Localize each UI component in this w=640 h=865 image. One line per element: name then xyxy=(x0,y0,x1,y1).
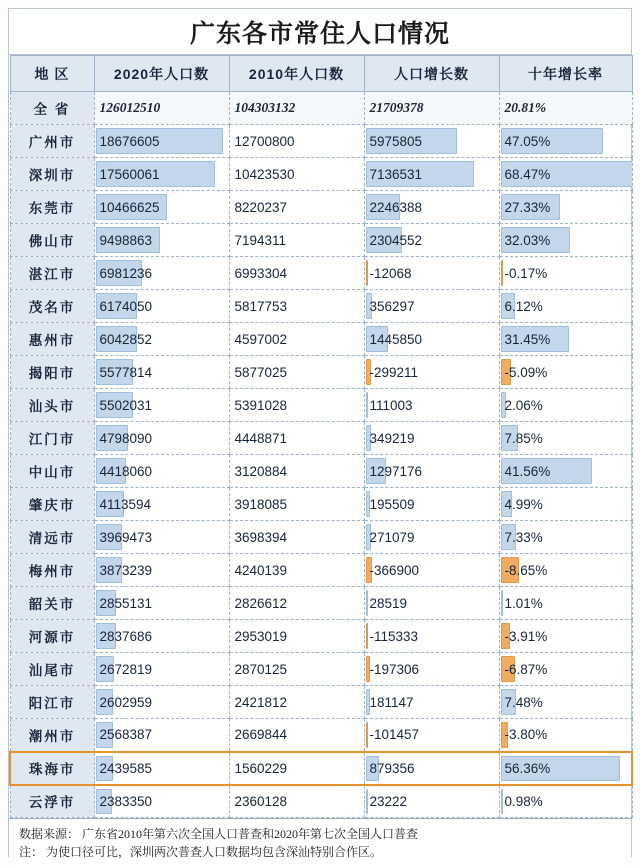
cell-pop2010 xyxy=(229,587,364,620)
cell-pop2020 xyxy=(94,422,229,455)
cell-region xyxy=(10,488,94,521)
column-header-pop2020: 2020年人口数 xyxy=(94,56,229,92)
table-row xyxy=(10,422,632,455)
population-table xyxy=(9,55,633,818)
cell-pop2020 xyxy=(94,785,229,818)
cell-value: 7.48% xyxy=(504,694,543,710)
cell-value: 2383350 xyxy=(99,793,153,809)
cell-pop2010 xyxy=(229,455,364,488)
cell-value: -6.87% xyxy=(504,661,548,677)
data-bar xyxy=(366,392,369,418)
cell-rate xyxy=(499,92,632,125)
cell-region xyxy=(10,719,94,752)
cell-value: 4448871 xyxy=(234,430,288,446)
cell-value: 68.47% xyxy=(504,166,551,182)
table-frame xyxy=(8,8,632,857)
table-row xyxy=(10,191,632,224)
table-row xyxy=(10,290,632,323)
cell-pop2020 xyxy=(94,158,229,191)
cell-value: 181147 xyxy=(369,694,414,710)
cell-growth xyxy=(364,653,499,686)
cell-rate xyxy=(499,290,632,323)
cell-value: 2439585 xyxy=(99,760,153,776)
cell-value: 梅州市 xyxy=(28,564,76,579)
cell-rate xyxy=(499,488,632,521)
cell-pop2020 xyxy=(94,257,229,290)
cell-value: -8.65% xyxy=(504,562,548,578)
table-row xyxy=(10,653,632,686)
cell-value: 潮州市 xyxy=(28,728,76,744)
cell-growth xyxy=(364,488,499,521)
cell-value: 7194311 xyxy=(234,232,287,248)
cell-value: 18676605 xyxy=(99,133,160,149)
cell-value: 31.45% xyxy=(504,331,551,347)
data-bar xyxy=(501,260,504,286)
cell-value: 阳江市 xyxy=(28,696,76,711)
cell-value: 全 省 xyxy=(33,102,71,117)
cell-value: -3.80% xyxy=(504,727,548,743)
cell-pop2010 xyxy=(229,554,364,587)
title-bar xyxy=(9,9,631,55)
table-row xyxy=(10,92,632,125)
cell-rate xyxy=(499,356,632,389)
cell-value: 肇庆市 xyxy=(28,498,76,513)
cell-region xyxy=(10,752,94,785)
cell-growth xyxy=(364,92,499,125)
cell-value: 云浮市 xyxy=(28,795,76,811)
cell-value: -115333 xyxy=(369,628,419,644)
cell-region xyxy=(10,455,94,488)
column-header-rate: 十年增长率 xyxy=(499,56,632,92)
cell-growth xyxy=(364,587,499,620)
cell-value: 2.06% xyxy=(504,397,543,413)
cell-value: 7.85% xyxy=(504,430,543,446)
table-row xyxy=(10,356,632,389)
cell-value: 271079 xyxy=(369,529,415,545)
cell-value: -3.91% xyxy=(504,628,548,644)
cell-value: 5877025 xyxy=(234,364,288,380)
cell-region xyxy=(10,257,94,290)
table-row xyxy=(10,521,632,554)
cell-region xyxy=(10,521,94,554)
table-header-row xyxy=(10,56,632,92)
data-bar xyxy=(366,260,369,286)
cell-region xyxy=(10,686,94,719)
cell-pop2010 xyxy=(229,158,364,191)
cell-value: 3698394 xyxy=(234,529,288,545)
cell-pop2020 xyxy=(94,686,229,719)
cell-value: 2602959 xyxy=(99,694,153,710)
data-bar xyxy=(501,789,504,815)
cell-value: 江门市 xyxy=(28,432,76,447)
column-header-growth: 人口增长数 xyxy=(364,56,499,92)
cell-value: 东莞市 xyxy=(28,201,76,216)
cell-growth xyxy=(364,455,499,488)
cell-pop2010 xyxy=(229,224,364,257)
cell-region xyxy=(10,290,94,323)
cell-value: 1445850 xyxy=(369,331,423,347)
cell-value: 4.99% xyxy=(504,496,543,512)
cell-value: 879356 xyxy=(369,760,415,776)
cell-region xyxy=(10,620,94,653)
cell-value: -299211 xyxy=(369,364,419,380)
table-row xyxy=(10,785,632,818)
cell-pop2010 xyxy=(229,356,364,389)
cell-rate xyxy=(499,422,632,455)
cell-pop2010 xyxy=(229,620,364,653)
cell-value: 5391028 xyxy=(234,397,288,413)
cell-value: 17560061 xyxy=(99,166,160,182)
cell-rate xyxy=(499,257,632,290)
table-row xyxy=(10,554,632,587)
data-bar xyxy=(366,689,370,715)
cell-pop2010 xyxy=(229,191,364,224)
data-bar xyxy=(366,656,370,682)
cell-value: 2568387 xyxy=(99,727,153,743)
cell-value: 8220237 xyxy=(234,199,288,215)
cell-pop2020 xyxy=(94,224,229,257)
data-bar xyxy=(501,590,504,616)
cell-value: 广州市 xyxy=(28,135,76,150)
cell-value: 6.12% xyxy=(504,298,543,314)
cell-pop2010 xyxy=(229,653,364,686)
cell-pop2020 xyxy=(94,389,229,422)
cell-region xyxy=(10,653,94,686)
footer-source: 数据来源： 广东省2010年第六次全国人口普查和2020年第七次全国人口普查 xyxy=(19,827,419,841)
cell-rate xyxy=(499,620,632,653)
cell-rate xyxy=(499,323,632,356)
cell-rate xyxy=(499,389,632,422)
cell-rate xyxy=(499,785,632,818)
cell-value: 5817753 xyxy=(234,298,288,314)
cell-value: 4597002 xyxy=(234,331,288,347)
cell-pop2020 xyxy=(94,620,229,653)
cell-value: 5975805 xyxy=(369,133,423,149)
cell-region xyxy=(10,191,94,224)
cell-pop2010 xyxy=(229,257,364,290)
cell-rate xyxy=(499,752,632,785)
cell-region xyxy=(10,389,94,422)
cell-value: 中山市 xyxy=(28,465,76,480)
column-header-pop2010: 2010年人口数 xyxy=(229,56,364,92)
cell-value: 2669844 xyxy=(234,727,288,743)
cell-pop2020 xyxy=(94,752,229,785)
page-title: 广东各市常住人口情况 xyxy=(189,20,450,48)
cell-region xyxy=(10,785,94,818)
table-row xyxy=(10,620,632,653)
table-body xyxy=(10,92,632,818)
cell-region xyxy=(10,587,94,620)
cell-value: 126012510 xyxy=(99,100,161,115)
cell-value: 32.03% xyxy=(504,232,551,248)
cell-value: 清远市 xyxy=(28,531,76,546)
cell-pop2020 xyxy=(94,191,229,224)
cell-value: -197306 xyxy=(369,661,420,677)
cell-region xyxy=(10,554,94,587)
cell-pop2010 xyxy=(229,389,364,422)
cell-value: -12068 xyxy=(369,265,412,281)
footer-note: 注： 为使口径可比，深圳两次普查人口数据均包含深汕特别合作区。 xyxy=(19,845,383,859)
cell-value: 6993304 xyxy=(234,265,288,281)
cell-value: 2304552 xyxy=(369,232,423,248)
cell-value: 3918085 xyxy=(234,496,288,512)
cell-value: 195509 xyxy=(369,496,415,512)
cell-growth xyxy=(364,389,499,422)
cell-rate xyxy=(499,224,632,257)
cell-pop2010 xyxy=(229,521,364,554)
cell-region xyxy=(10,422,94,455)
cell-value: 汕头市 xyxy=(28,399,76,414)
cell-region xyxy=(10,356,94,389)
cell-pop2020 xyxy=(94,92,229,125)
table-row xyxy=(10,719,632,752)
cell-rate xyxy=(499,158,632,191)
table-row xyxy=(10,455,632,488)
data-bar xyxy=(366,722,369,748)
cell-growth xyxy=(364,356,499,389)
cell-value: 2826612 xyxy=(234,595,288,611)
cell-rate xyxy=(499,554,632,587)
cell-pop2020 xyxy=(94,356,229,389)
table-row xyxy=(10,686,632,719)
cell-region xyxy=(10,125,94,158)
cell-value: 9498863 xyxy=(99,232,153,248)
cell-value: 10423530 xyxy=(234,166,295,182)
cell-value: 1297176 xyxy=(369,463,423,479)
cell-pop2010 xyxy=(229,92,364,125)
cell-value: 2421812 xyxy=(234,694,288,710)
cell-region xyxy=(10,158,94,191)
cell-growth xyxy=(364,620,499,653)
cell-value: 揭阳市 xyxy=(28,366,76,381)
cell-value: 104303132 xyxy=(234,100,296,115)
cell-value: 41.56% xyxy=(504,463,551,479)
cell-growth xyxy=(364,521,499,554)
cell-value: 4240139 xyxy=(234,562,288,578)
cell-growth xyxy=(364,422,499,455)
table-row xyxy=(10,323,632,356)
cell-value: 惠州市 xyxy=(28,333,76,348)
cell-value: 6042852 xyxy=(99,331,153,347)
cell-growth xyxy=(364,323,499,356)
cell-rate xyxy=(499,455,632,488)
cell-value: -366900 xyxy=(369,562,420,578)
data-bar xyxy=(366,590,369,616)
cell-value: 韶关市 xyxy=(28,597,76,612)
cell-value: -101457 xyxy=(369,727,420,743)
cell-growth xyxy=(364,752,499,785)
cell-pop2010 xyxy=(229,125,364,158)
cell-pop2020 xyxy=(94,323,229,356)
cell-pop2010 xyxy=(229,785,364,818)
cell-rate xyxy=(499,587,632,620)
cell-value: 2360128 xyxy=(234,793,288,809)
cell-pop2020 xyxy=(94,554,229,587)
cell-value: 汕尾市 xyxy=(28,663,76,678)
cell-growth xyxy=(364,125,499,158)
cell-value: -5.09% xyxy=(504,364,548,380)
data-bar xyxy=(366,491,370,517)
cell-value: 湛江市 xyxy=(28,267,76,282)
cell-pop2010 xyxy=(229,488,364,521)
table-row xyxy=(10,488,632,521)
cell-pop2010 xyxy=(229,719,364,752)
table-footer xyxy=(9,818,631,865)
table-row xyxy=(10,125,632,158)
cell-rate xyxy=(499,191,632,224)
cell-pop2020 xyxy=(94,653,229,686)
cell-growth xyxy=(364,224,499,257)
cell-value: 2246388 xyxy=(369,199,423,215)
cell-pop2010 xyxy=(229,422,364,455)
cell-region xyxy=(10,224,94,257)
table-row xyxy=(10,158,632,191)
cell-value: 47.05% xyxy=(504,133,551,149)
cell-pop2020 xyxy=(94,488,229,521)
cell-value: 21709378 xyxy=(369,100,424,115)
cell-value: 6174050 xyxy=(99,298,153,314)
cell-rate xyxy=(499,686,632,719)
data-bar xyxy=(366,623,369,649)
table-row xyxy=(10,752,632,785)
cell-growth xyxy=(364,158,499,191)
cell-value: 12700800 xyxy=(234,133,295,149)
cell-value: 1560229 xyxy=(234,760,288,776)
cell-value: 3120884 xyxy=(234,463,288,479)
cell-value: -0.17% xyxy=(504,265,548,281)
cell-rate xyxy=(499,719,632,752)
cell-pop2010 xyxy=(229,290,364,323)
cell-value: 56.36% xyxy=(504,760,551,776)
cell-value: 佛山市 xyxy=(28,234,76,249)
cell-value: 20.81% xyxy=(504,100,547,115)
cell-value: 深圳市 xyxy=(28,168,76,183)
cell-value: 7.33% xyxy=(504,529,543,545)
cell-value: 0.98% xyxy=(504,793,543,809)
cell-value: 2870125 xyxy=(234,661,288,677)
cell-growth xyxy=(364,785,499,818)
cell-value: 珠海市 xyxy=(29,762,76,777)
cell-pop2010 xyxy=(229,686,364,719)
cell-value: 5502031 xyxy=(99,397,153,413)
cell-value: 河源市 xyxy=(28,630,76,645)
cell-value: 27.33% xyxy=(504,199,551,215)
cell-region xyxy=(10,323,94,356)
cell-pop2020 xyxy=(94,521,229,554)
cell-pop2020 xyxy=(94,125,229,158)
data-bar xyxy=(366,789,369,815)
cell-value: 4113594 xyxy=(99,496,152,512)
table-row xyxy=(10,224,632,257)
cell-pop2010 xyxy=(229,323,364,356)
cell-value: 10466625 xyxy=(99,199,160,215)
cell-growth xyxy=(364,686,499,719)
column-header-region: 地 区 xyxy=(10,56,94,92)
cell-value: 4418060 xyxy=(99,463,153,479)
cell-pop2020 xyxy=(94,455,229,488)
cell-value: 5577814 xyxy=(99,364,153,380)
cell-rate xyxy=(499,125,632,158)
cell-pop2010 xyxy=(229,752,364,785)
table-row xyxy=(10,389,632,422)
cell-value: 2855131 xyxy=(99,595,153,611)
cell-value: 2837686 xyxy=(99,628,153,644)
cell-value: 111003 xyxy=(369,397,413,413)
cell-value: 23222 xyxy=(369,793,408,809)
cell-value: 2953019 xyxy=(234,628,288,644)
cell-growth xyxy=(364,554,499,587)
cell-growth xyxy=(364,719,499,752)
cell-rate xyxy=(499,521,632,554)
cell-growth xyxy=(364,290,499,323)
cell-growth xyxy=(364,257,499,290)
cell-value: 2672819 xyxy=(99,661,153,677)
cell-value: 3969473 xyxy=(99,529,153,545)
cell-rate xyxy=(499,653,632,686)
cell-value: 茂名市 xyxy=(28,300,76,315)
cell-pop2020 xyxy=(94,290,229,323)
cell-pop2020 xyxy=(94,719,229,752)
table-row xyxy=(10,587,632,620)
cell-value: 349219 xyxy=(369,430,415,446)
cell-value: 7136531 xyxy=(369,166,423,182)
table-row xyxy=(10,257,632,290)
cell-growth xyxy=(364,191,499,224)
cell-value: 6981236 xyxy=(99,265,153,281)
cell-value: 28519 xyxy=(369,595,408,611)
cell-value: 1.01% xyxy=(504,595,543,611)
cell-pop2020 xyxy=(94,587,229,620)
cell-value: 3873239 xyxy=(99,562,153,578)
cell-value: 4798090 xyxy=(99,430,153,446)
cell-region xyxy=(10,92,94,125)
cell-value: 356297 xyxy=(369,298,415,314)
